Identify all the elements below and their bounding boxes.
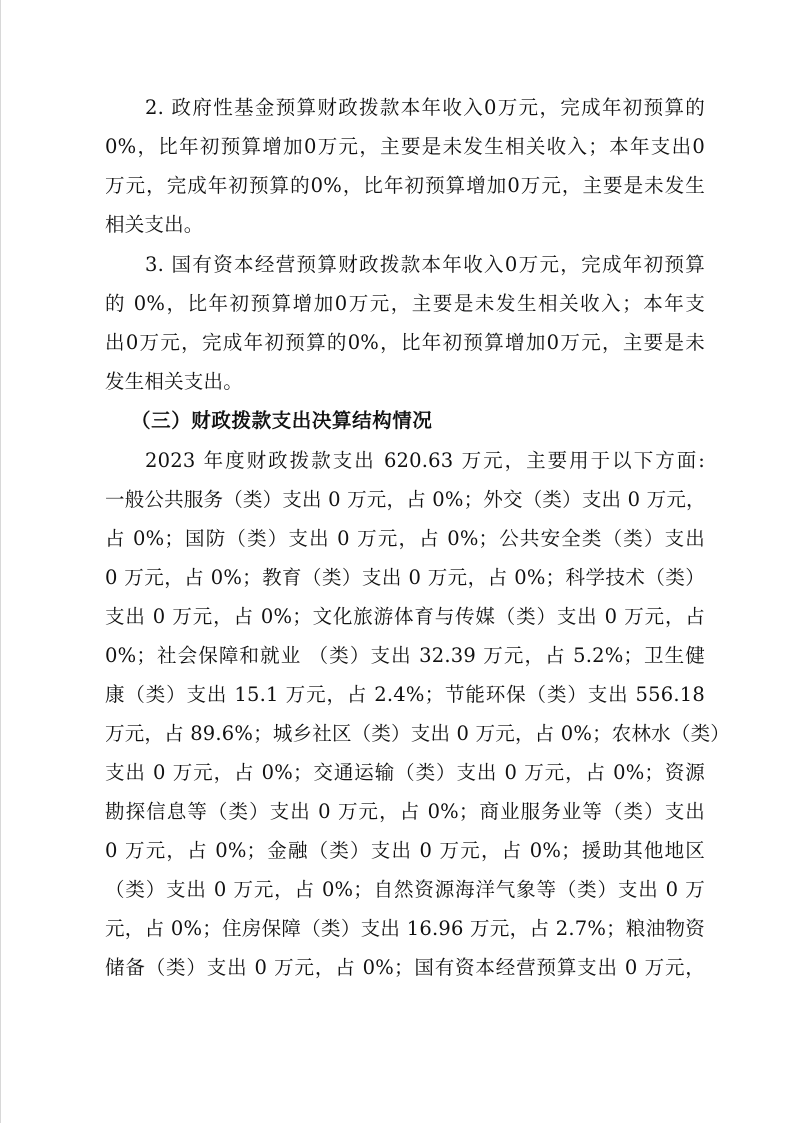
para4-line-8: 万元，占 89.6%；城乡社区（类）支出 0 万元，占 0%；农林水（类） [105,722,730,745]
para4-line-1: 2023 年度财政拨款支出 620.63 万元，主要用于以下方面: [145,449,705,472]
para4-line-5: 支出 0 万元，占 0%；文化旅游体育与传媒（类）支出 0 万元，占 [105,605,705,628]
para3-line-4: 发生相关支出。 [105,370,243,393]
para4-line-7: 康（类）支出 15.1 万元，占 2.4%；节能环保（类）支出 556.18 [105,683,705,706]
para4-line-13: 元，占 0%；住房保障（类）支出 16.96 万元，占 2.7%；粮油物资 [105,917,705,940]
para4-line-11: 0 万元，占 0%；金融（类）支出 0 万元，占 0%；援助其他地区 [105,839,705,862]
para4-line-6: 0%；社会保障和就业 （类）支出 32.39 万元，占 5.2%；卫生健 [105,644,705,667]
para4-line-3: 占 0%；国防（类）支出 0 万元，占 0%；公共安全类（类）支出 [105,527,705,550]
para4-line-9: 支出 0 万元，占 0%；交通运输（类）支出 0 万元，占 0%；资源 [105,761,705,784]
para4-line-10: 勘探信息等（类）支出 0 万元，占 0%；商业服务业等（类）支出 [105,800,705,823]
para4-line-12: （类）支出 0 万元，占 0%；自然资源海洋气象等（类）支出 0 万 [105,878,705,901]
para4-line-4: 0 万元，占 0%；教育（类）支出 0 万元，占 0%；科学技术（类） [105,566,705,589]
para4-line-2: 一般公共服务（类）支出 0 万元，占 0%；外交（类）支出 0 万元， [105,488,706,511]
para2-line-3: 万元，完成年初预算的0%，比年初预算增加0万元，主要是未发生 [105,174,705,197]
para3-line-3: 出0万元，完成年初预算的0%，比年初预算增加0万元，主要是未 [105,331,705,354]
para2-line-4: 相关支出。 [105,213,204,236]
para3-line-1: 3. 国有资本经营预算财政拨款本年收入0万元，完成年初预算 [145,253,705,276]
para2-line-2: 0%，比年初预算增加0万元，主要是未发生相关收入；本年支出0 [105,135,705,158]
para4-line-14: 储备（类）支出 0 万元，占 0%；国有资本经营预算支出 0 万元， [105,956,705,979]
para2-line-1: 2. 政府性基金预算财政拨款本年收入0万元，完成年初预算的 [145,96,705,119]
para3-line-2: 的 0%，比年初预算增加0万元，主要是未发生相关收入；本年支 [105,292,705,315]
section-heading: （三）财政拨款支出决算结构情况 [131,409,433,432]
